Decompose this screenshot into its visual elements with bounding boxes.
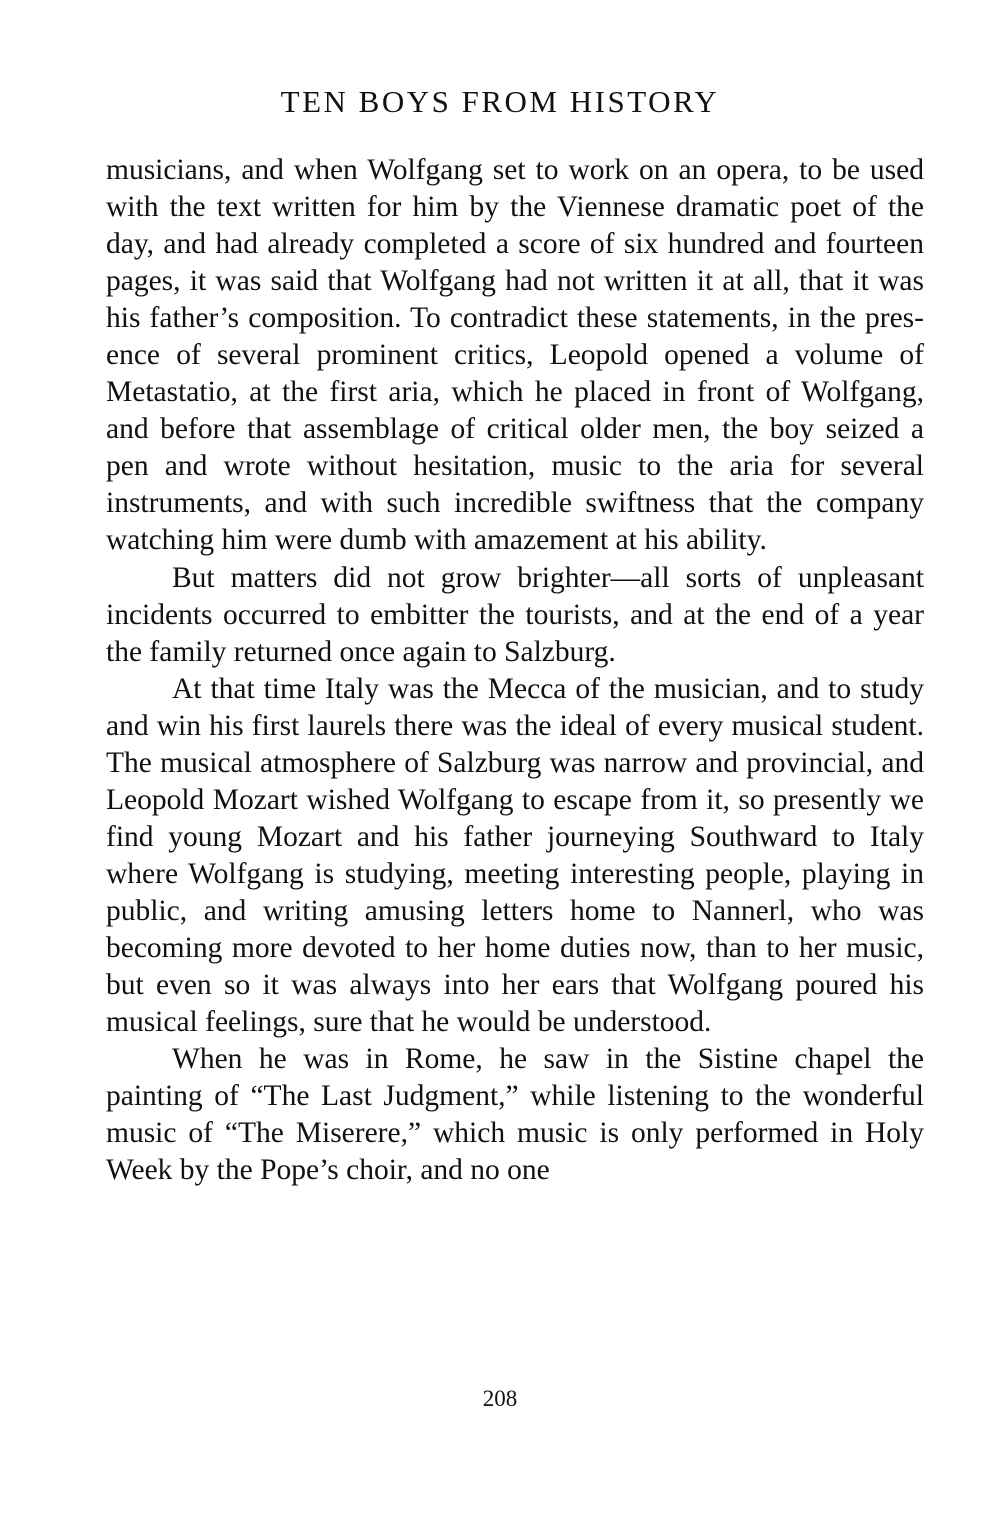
body-text <box>106 152 924 1189</box>
paragraph-continued: musicians, and when Wolfgang set to work on an opera, to be used with the text written for him by the Viennese dramatic poet of the day, and had already completed a score of six hundred and fourteen pages, it was said that Wolfgang had not written it at all, that it was his father’s composition. To contradict these statements, in the presence of several prominent critics, Leopold opened a volume of Metastatio, at the first aria, which he placed in front of Wolfgang, and before that assemblage of critical older men, the boy seized a pen and wrote without hesitation, music to the aria for several instruments, and with such incredible swiftness that the company watching him were dumb with amazement at his ability. <box>106 154 924 557</box>
paragraph: When he was in Rome, he saw in the Sistine chapel the painting of “The Last Judgment,” while listening to the wonderful music of “The Miserere,” which music is only performed in Holy Week by the Pope’s choir, and no one <box>106 1043 924 1187</box>
paragraph: At that time Italy was the Mecca of the musician, and to study and win his first laurels there was the ideal of every musical student. The musical atmosphere of Salzburg was narrow and provincial, and Leopold Mozart wished Wolfgang to escape from it, so presently we find young Mozart and his father journeying Southward to Italy where Wolfgang is studying, meeting interesting people, playing in public, and writing amusing letters home to Nannerl, who was becoming more devoted to her home duties now, than to her music, but even so it was always into her ears that Wolfgang poured his musical feelings, sure that he would be understood. <box>106 672 924 1039</box>
running-head: TEN BOYS FROM HISTORY <box>280 84 720 119</box>
paragraph: But matters did not grow brighter—all sorts of unpleasant incidents occurred to embitter the tourists, and at the end of a year the family returned once again to Salzburg. <box>106 561 924 668</box>
page-number: 208 <box>482 1386 518 1411</box>
